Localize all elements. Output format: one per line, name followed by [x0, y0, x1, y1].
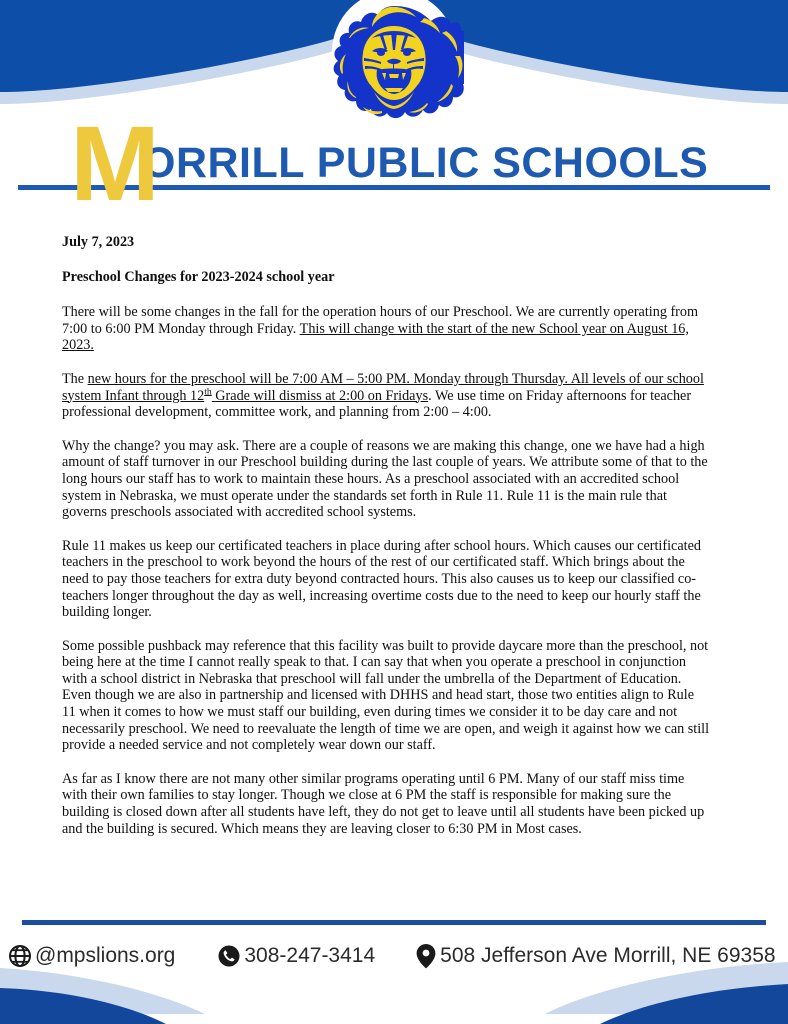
letter-date: July 7, 2023	[62, 234, 135, 250]
logo-letter-m: M	[70, 103, 156, 200]
website-text: @mpslions.org	[35, 944, 176, 967]
lion-head-icon	[324, 2, 464, 130]
body-text: The	[62, 370, 88, 387]
underlined-text: new hours for the preschool will be 7:00 AM – 5:00 PM. Monday through Thursday. All levels of our school system Infant through 12	[62, 370, 704, 404]
body-text: Some possible pushback may reference that this facility was built to provide daycare more than the preschool, not being here at the time I cannot really speak to that. I can say that when you operate a preschool in conjunction with a school district in Nebraska that preschool will fall under the umbrella of the Department of Education. Even though we are also in partnership and licensed with DHHS and head start, those two entities align to Rule 11 when it comes to how we must staff our building, even during times we consider it to be day care and not necessarily preschool. We need to reevaluate the length of time we are open, and weigh it against how we can still provide a needed service and not completely wear down our staff.	[62, 637, 710, 754]
footer-divider	[22, 920, 766, 925]
contact-website[interactable]	[8, 944, 175, 968]
body-text: . We use time on Friday afternoons for teacher professional development, committee work, and planning from 2:00 – 4:00.	[62, 387, 692, 421]
map-pin-icon	[415, 943, 437, 969]
letter-subject: Preschool Changes for 2023-2024 school year	[62, 268, 335, 285]
body-text: Rule 11 makes us keep our certificated teachers in place during after school hours. Which causes our certificated teachers in the preschool to work beyond the hours of the rest of our certificated staff. Which brings about the need to pay those teachers for extra duty beyond contracted hours. This also causes us to keep our classified co-teachers longer throughout the day as well, increasing overtime costs due to the need to keep our hourly staff the building longer.	[62, 537, 701, 621]
body-text: Why the change? you may ask. There are a couple of reasons we are making this change, one we have had a high amount of staff turnover in our Preschool building during the last couple of years. We attribute some of that to the long hours our staff has to work to maintain these hours. As a preschool associated with an accredited school system in Nebraska, we must operate under the standards set forth in Rule 11. Rule 11 is the main rule that governs preschools associated with accredited school systems.	[62, 437, 708, 521]
header-banner	[0, 0, 788, 200]
phone-text: 308-247-3414	[244, 944, 376, 967]
phone-icon	[217, 944, 241, 968]
letter-paragraph	[62, 371, 710, 421]
page-title: ORRILL PUBLIC SCHOOLS	[142, 139, 709, 187]
letter-paragraph	[62, 771, 710, 837]
body-text: As far as I know there are not many other similar programs operating until 6 PM. Many of our staff miss time with their own families to stay longer. Though we close at 6 PM the staff is responsible for making sure the building is closed down after all students have left, they do not get to leave until all students have been picked up and the building is secured. Which means they are leaving closer to 6:30 PM in Most cases.	[62, 770, 705, 837]
letter-paragraphs	[62, 304, 710, 837]
lion-logo	[324, 2, 464, 130]
underlined-text: This will change with the start of the new School year on August 16, 2023.	[62, 320, 689, 354]
letter-paragraph	[62, 638, 710, 754]
globe-icon	[8, 944, 32, 968]
footer-contact-row	[0, 938, 788, 974]
contact-phone[interactable]	[217, 944, 375, 968]
letter-paragraph	[62, 538, 710, 621]
letter-content	[62, 234, 710, 837]
underlined-text: Grade will dismiss at 2:00 on Fridays	[211, 387, 429, 404]
footer-banner	[0, 902, 788, 1024]
letter-paragraph	[62, 304, 710, 354]
underlined-text: th	[204, 385, 212, 397]
letter-paragraph	[62, 438, 710, 521]
school-title-row	[0, 103, 788, 200]
contact-address[interactable]	[415, 943, 775, 969]
body-text: There will be some changes in the fall for the operation hours of our Preschool. We are currently operating from 7:00 to 6:00 PM Monday through Friday.	[62, 304, 699, 337]
address-text: 508 Jefferson Ave Morrill, NE 69358	[440, 944, 776, 967]
